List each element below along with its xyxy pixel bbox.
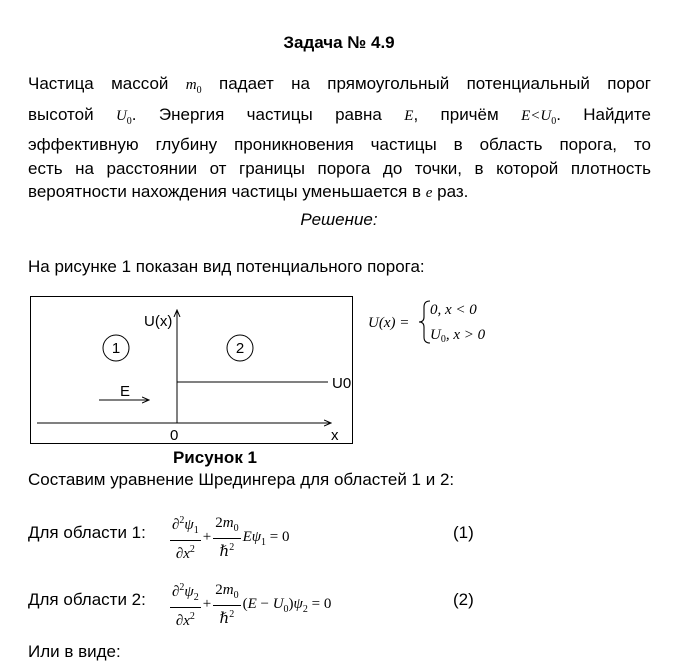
y-axis-label: U(x) <box>144 313 173 330</box>
eq1-label: Для области 1: <box>28 523 146 542</box>
problem-line-2: высотой $U_0$. Энергия частицы равна E, причём $E<U_0$. Найдите <box>28 104 651 127</box>
potential-definition <box>368 297 498 347</box>
step-label: U0 <box>332 375 352 392</box>
region1-label: 1 <box>111 340 121 357</box>
schrodinger-intro: Составим уравнение Шредингера для областей 1 и 2: <box>28 470 455 489</box>
equation-2: $\frac{\partial^2\psi_2}{\partial x^2}$ + $\frac{2m_0}{\hbar^2}$ $(E - U_0)\psi_2 = 0$ <box>172 582 332 629</box>
piecewise-lhs: U(x) = <box>368 315 410 331</box>
problem-line-4: есть на расстоянии от границы порога до точки, в которой плотность <box>28 158 651 178</box>
origin-label: 0 <box>170 427 179 444</box>
or-text: Или в виде: <box>28 642 121 661</box>
eq2-label: Для области 2: <box>28 590 146 609</box>
piecewise-case-2: $U_0$, x > 0 <box>430 327 486 345</box>
problem-line-3: эффективную глубину проникновения частицы в область порога, то <box>28 135 651 154</box>
eq2-number: (2) <box>453 590 474 609</box>
piecewise-case-1: 0, x < 0 <box>430 302 477 318</box>
problem-title: Задача № 4.9 <box>283 33 395 52</box>
energy-label: E <box>120 383 131 400</box>
intro-text: На рисунке 1 показан вид потенциального порога: <box>28 257 425 276</box>
x-axis-label: x <box>331 427 339 444</box>
potential-step-figure <box>30 296 353 444</box>
equation-1: $\frac{\partial^2\psi_1}{\partial x^2}$ + $\frac{2m_0}{\hbar^2}$ $E\psi_1 = 0$ <box>172 515 290 562</box>
region2-label: 2 <box>235 340 245 357</box>
eq1-number: (1) <box>453 523 474 542</box>
solution-heading: Решение: <box>300 210 378 229</box>
problem-line-5: вероятности нахождения частицы уменьшается в e раз. <box>28 182 469 201</box>
problem-line-1: Частица массой $m_0$ падает на прямоугольный потенциальный порог <box>28 74 652 96</box>
piecewise-brace <box>419 301 430 343</box>
problem-statement <box>28 72 651 206</box>
figure-caption: Рисунок 1 <box>172 448 258 467</box>
